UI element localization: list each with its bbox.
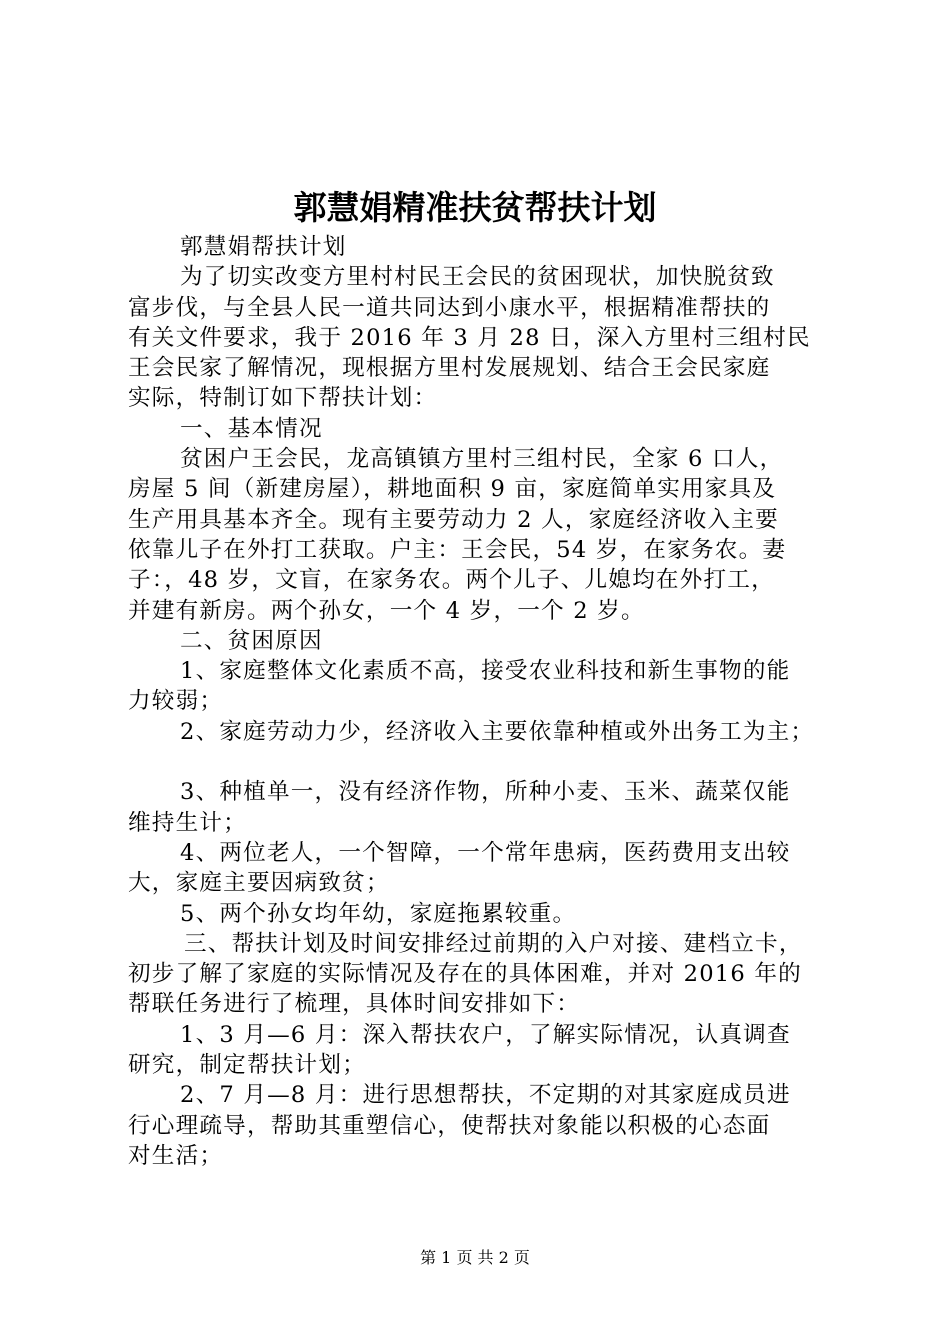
paragraph-line: 生产用具基本齐全。现有主要劳动力 2 人，家庭经济收入主要 (128, 506, 779, 533)
paragraph-line: 有关文件要求，我于 2016 年 3 月 28 日，深入方里村三组村民 (128, 324, 811, 351)
list-item-line: 力较弱； (128, 688, 224, 715)
page-number-footer: 第 1 页 共 2 页 (420, 1248, 530, 1267)
paragraph-line: 初步了解了家庭的实际情况及存在的具体困难，并对 2016 年的 (128, 961, 802, 988)
list-item-line: 对生活； (128, 1142, 224, 1169)
list-item-line: 行心理疏导，帮助其重塑信心，使帮扶对象能以积极的心态面 (128, 1112, 771, 1139)
paragraph-line: 贫困户王会民，龙高镇镇方里村三组村民，全家 6 口人， (180, 446, 784, 473)
section-heading: 二、贫困原因 (180, 627, 323, 654)
paragraph-line: 为了切实改变方里村村民王会民的贫困现状，加快脱贫致 (180, 264, 775, 291)
list-item-line: 大，家庭主要因病致贫； (128, 870, 390, 897)
paragraph-line: 并建有新房。两个孙女，一个 4 岁，一个 2 岁。 (128, 597, 645, 624)
paragraph-line: 帮联任务进行了梳理，具体时间安排如下： (128, 991, 581, 1018)
list-item-line: 维持生计； (128, 809, 247, 836)
paragraph-line: 实际，特制订如下帮扶计划： (128, 385, 438, 412)
paragraph-line: 房屋 5 间（新建房屋），耕地面积 9 亩，家庭简单实用家具及 (128, 476, 777, 503)
list-item-line: 2、家庭劳动力少，经济收入主要依靠种植或外出务工为主； (180, 718, 815, 745)
paragraph-line: 子：，48 岁，文盲，在家务农。两个儿子、儿媳均在外打工， (128, 567, 775, 594)
paragraph-line: 王会民家了解情况，现根据方里村发展规划、结合王会民家庭 (128, 355, 771, 382)
list-item-line: 5、两个孙女均年幼，家庭拖累较重。 (180, 900, 577, 927)
document-body (128, 232, 834, 1171)
subtitle-line: 郭慧娟帮扶计划 (180, 234, 347, 260)
document-title: 郭慧娟精准扶贫帮扶计划 (293, 188, 657, 227)
paragraph-line: 依靠儿子在外打工获取。户主：王会民，54 岁，在家务农。妻 (128, 536, 787, 563)
list-item-line: 3、种植单一，没有经济作物，所种小麦、玉米、蔬菜仅能 (180, 779, 791, 806)
list-item-line: 1、3 月—6 月：深入帮扶农户，了解实际情况，认真调查 (180, 1021, 791, 1048)
list-item-line: 2、7 月—8 月：进行思想帮扶，不定期的对其家庭成员进 (180, 1082, 791, 1109)
section-heading: 一、基本情况 (180, 415, 323, 442)
section-heading: 三、帮扶计划及时间安排经过前期的入户对接、建档立卡， (184, 930, 803, 957)
list-item-line: 1、家庭整体文化素质不高，接受农业科技和新生事物的能 (180, 658, 791, 685)
list-item-line: 4、两位老人，一个智障，一个常年患病，医药费用支出较 (180, 839, 791, 866)
paragraph-line: 富步伐，与全县人民一道共同达到小康水平，根据精准帮扶的 (128, 294, 771, 321)
list-item-line: 研究，制定帮扶计划； (128, 1052, 366, 1079)
blank-line (128, 747, 834, 777)
